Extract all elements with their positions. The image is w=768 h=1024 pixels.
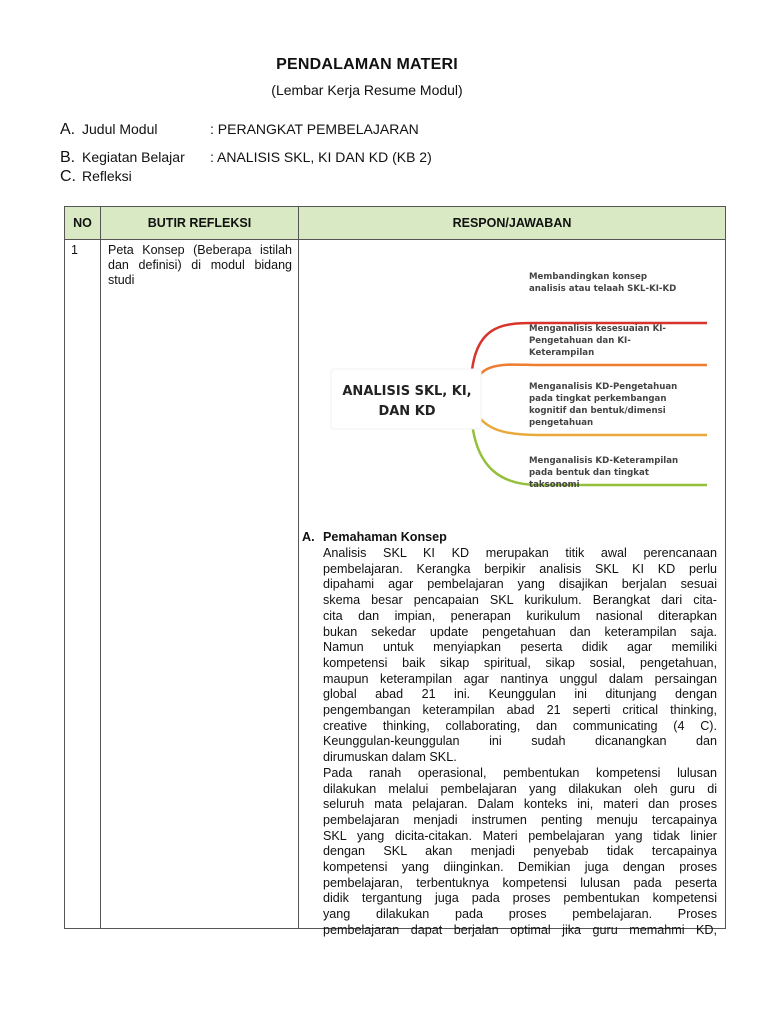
concept-line: pembelajaran. Kerangka berpikir analisis SKL KI KD perlu — [323, 561, 717, 576]
concept-line: dirumuskan dalam SKL. — [323, 750, 457, 765]
mindmap-branch-4-line-1: Menganalisis KD-Keterampilan — [529, 456, 679, 466]
mindmap-svg — [301, 241, 721, 531]
concept-line: pengembangan keterampilan abad 21 seperti critical thinking, — [323, 703, 717, 718]
mindmap-branch-2-line-1: Menganalisis kesesuaian KI- — [529, 324, 666, 334]
concept-line: dipahami agar pembelajaran yang disajikan berjalan sesuai — [323, 577, 717, 592]
concept-line: Keunggulan-keunggulan ini sudah dicanangkan dan — [323, 734, 717, 749]
concept-line: kompetensi yang diinginkan. Demikian juga dengan proses — [323, 860, 717, 875]
concept-line: pembelajaran menjadi instrumen penting menuju tercapainya — [323, 812, 717, 827]
concept-line: pembelajaran, terbentuknya kompetensi lulusan pada peserta — [323, 875, 717, 890]
concept-line: SKL yang dicita-citakan. Materi pembelajaran yang tidak linier — [323, 828, 717, 843]
concept-line: Pada ranah operasional, pembentukan kompetensi lulusan — [323, 765, 717, 780]
mindmap-branch-1-line-1: Membandingkan konsep — [529, 272, 647, 282]
mindmap-center-label-2: DAN KD — [378, 404, 436, 419]
cell-no: 1 — [65, 240, 101, 929]
mindmap-branch-3-line-4: pengetahuan — [529, 418, 594, 428]
concept-line: Analisis SKL KI KD merupakan titik awal perencanaan — [323, 546, 717, 560]
cell-respon — [299, 240, 726, 937]
mindmap-branch-3-line-2: pada tingkat perkembangan — [529, 394, 667, 404]
cell-butir: Peta Konsep (Beberapa istilah dan definisi) di modul bidang studi — [101, 240, 299, 929]
mindmap-branch-1-line-2: analisis atau telaah SKL-KI-KD — [529, 284, 677, 294]
mindmap-branch-4-line-3: taksonomi — [529, 480, 580, 490]
col-header-no: NO — [65, 207, 101, 240]
concept-line: didik tergantung juga pada proses pembentukan kompetensi — [323, 891, 717, 906]
col-header-butir: BUTIR REFLEKSI — [101, 207, 299, 240]
mindmap-branch-2-line-3: Keterampilan — [529, 348, 595, 358]
concept-line: skema besar pencapaian SKL kurikulum. Berangkat dari cita- — [323, 593, 717, 608]
concept-line: global abad 21 ini. Keunggulan ini ditunjang dengan — [323, 687, 717, 702]
meta-value: : ANALISIS SKL, KI DAN KD (KB 2) — [210, 149, 432, 165]
meta-key: Judul Modul — [82, 121, 158, 137]
meta-letter: A. — [60, 121, 76, 138]
mindmap-branch-2-line-2: Pengetahuan dan KI- — [529, 336, 631, 346]
meta-kegiatan-belajar — [60, 149, 432, 167]
concept-line: yang dilakukan pada proses pembelajaran. Proses — [323, 907, 717, 922]
concept-line: maupun keterampilan agar nantinya unggul dalam persaingan — [323, 671, 717, 686]
table-header-row — [65, 207, 726, 240]
mindmap-center-label-1: ANALISIS SKL, KI, — [342, 384, 472, 399]
concept-line: bukan sekedar update pengetahuan dan keterampilan saja. — [323, 624, 717, 639]
mindmap-center-box — [331, 369, 481, 429]
concept-line: dilakukan melalui pembelajaran yang dilakukan oleh guru di — [323, 781, 717, 796]
meta-letter: C. — [60, 168, 76, 185]
concept-line: seluruh mata pelajaran. Dalam konteks ini, materi dan proses — [323, 797, 717, 812]
concept-line: kompetensi baik sikap spiritual, sikap sosial, pengetahuan, — [323, 655, 717, 670]
reflection-table — [64, 206, 726, 937]
concept-heading: Pemahaman Konsep — [323, 530, 447, 544]
concept-heading-label: A. — [302, 530, 315, 544]
concept-body — [299, 546, 723, 939]
meta-value: : PERANGKAT PEMBELAJARAN — [210, 121, 419, 137]
meta-refleksi — [60, 168, 210, 186]
meta-key: Refleksi — [82, 168, 132, 184]
mindmap-branch-4-line-2: pada bentuk dan tingkat — [529, 468, 649, 478]
concept-section — [299, 530, 723, 939]
concept-line: creative thinking, collaborating, dan communicating (4 C). — [323, 718, 717, 733]
concept-mindmap — [301, 241, 721, 531]
concept-heading-row — [299, 530, 723, 546]
concept-line: Namun untuk menyiapkan peserta didik agar memiliki — [323, 640, 717, 655]
table-row — [65, 240, 726, 929]
concept-line: dengan SKL akan menjadi penyebab tidak tercapainya — [323, 844, 717, 859]
meta-key: Kegiatan Belajar — [82, 149, 185, 165]
col-header-respon: RESPON/JAWABAN — [299, 207, 726, 240]
concept-line: pembelajaran dapat berjalan optimal jika guru memahmi KD, — [323, 922, 717, 937]
concept-line: cita dan impian, penerapan kurikulum nasional diterapkan — [323, 608, 717, 623]
meta-letter: B. — [60, 149, 76, 166]
meta-judul-modul — [60, 121, 419, 139]
mindmap-branch-3-line-3: kognitif dan bentuk/dimensi — [529, 406, 666, 416]
document-subtitle: (Lembar Kerja Resume Modul) — [271, 82, 463, 98]
mindmap-branch-3-line-1: Menganalisis KD-Pengetahuan — [529, 382, 678, 392]
document-title: PENDALAMAN MATERI — [276, 56, 458, 73]
